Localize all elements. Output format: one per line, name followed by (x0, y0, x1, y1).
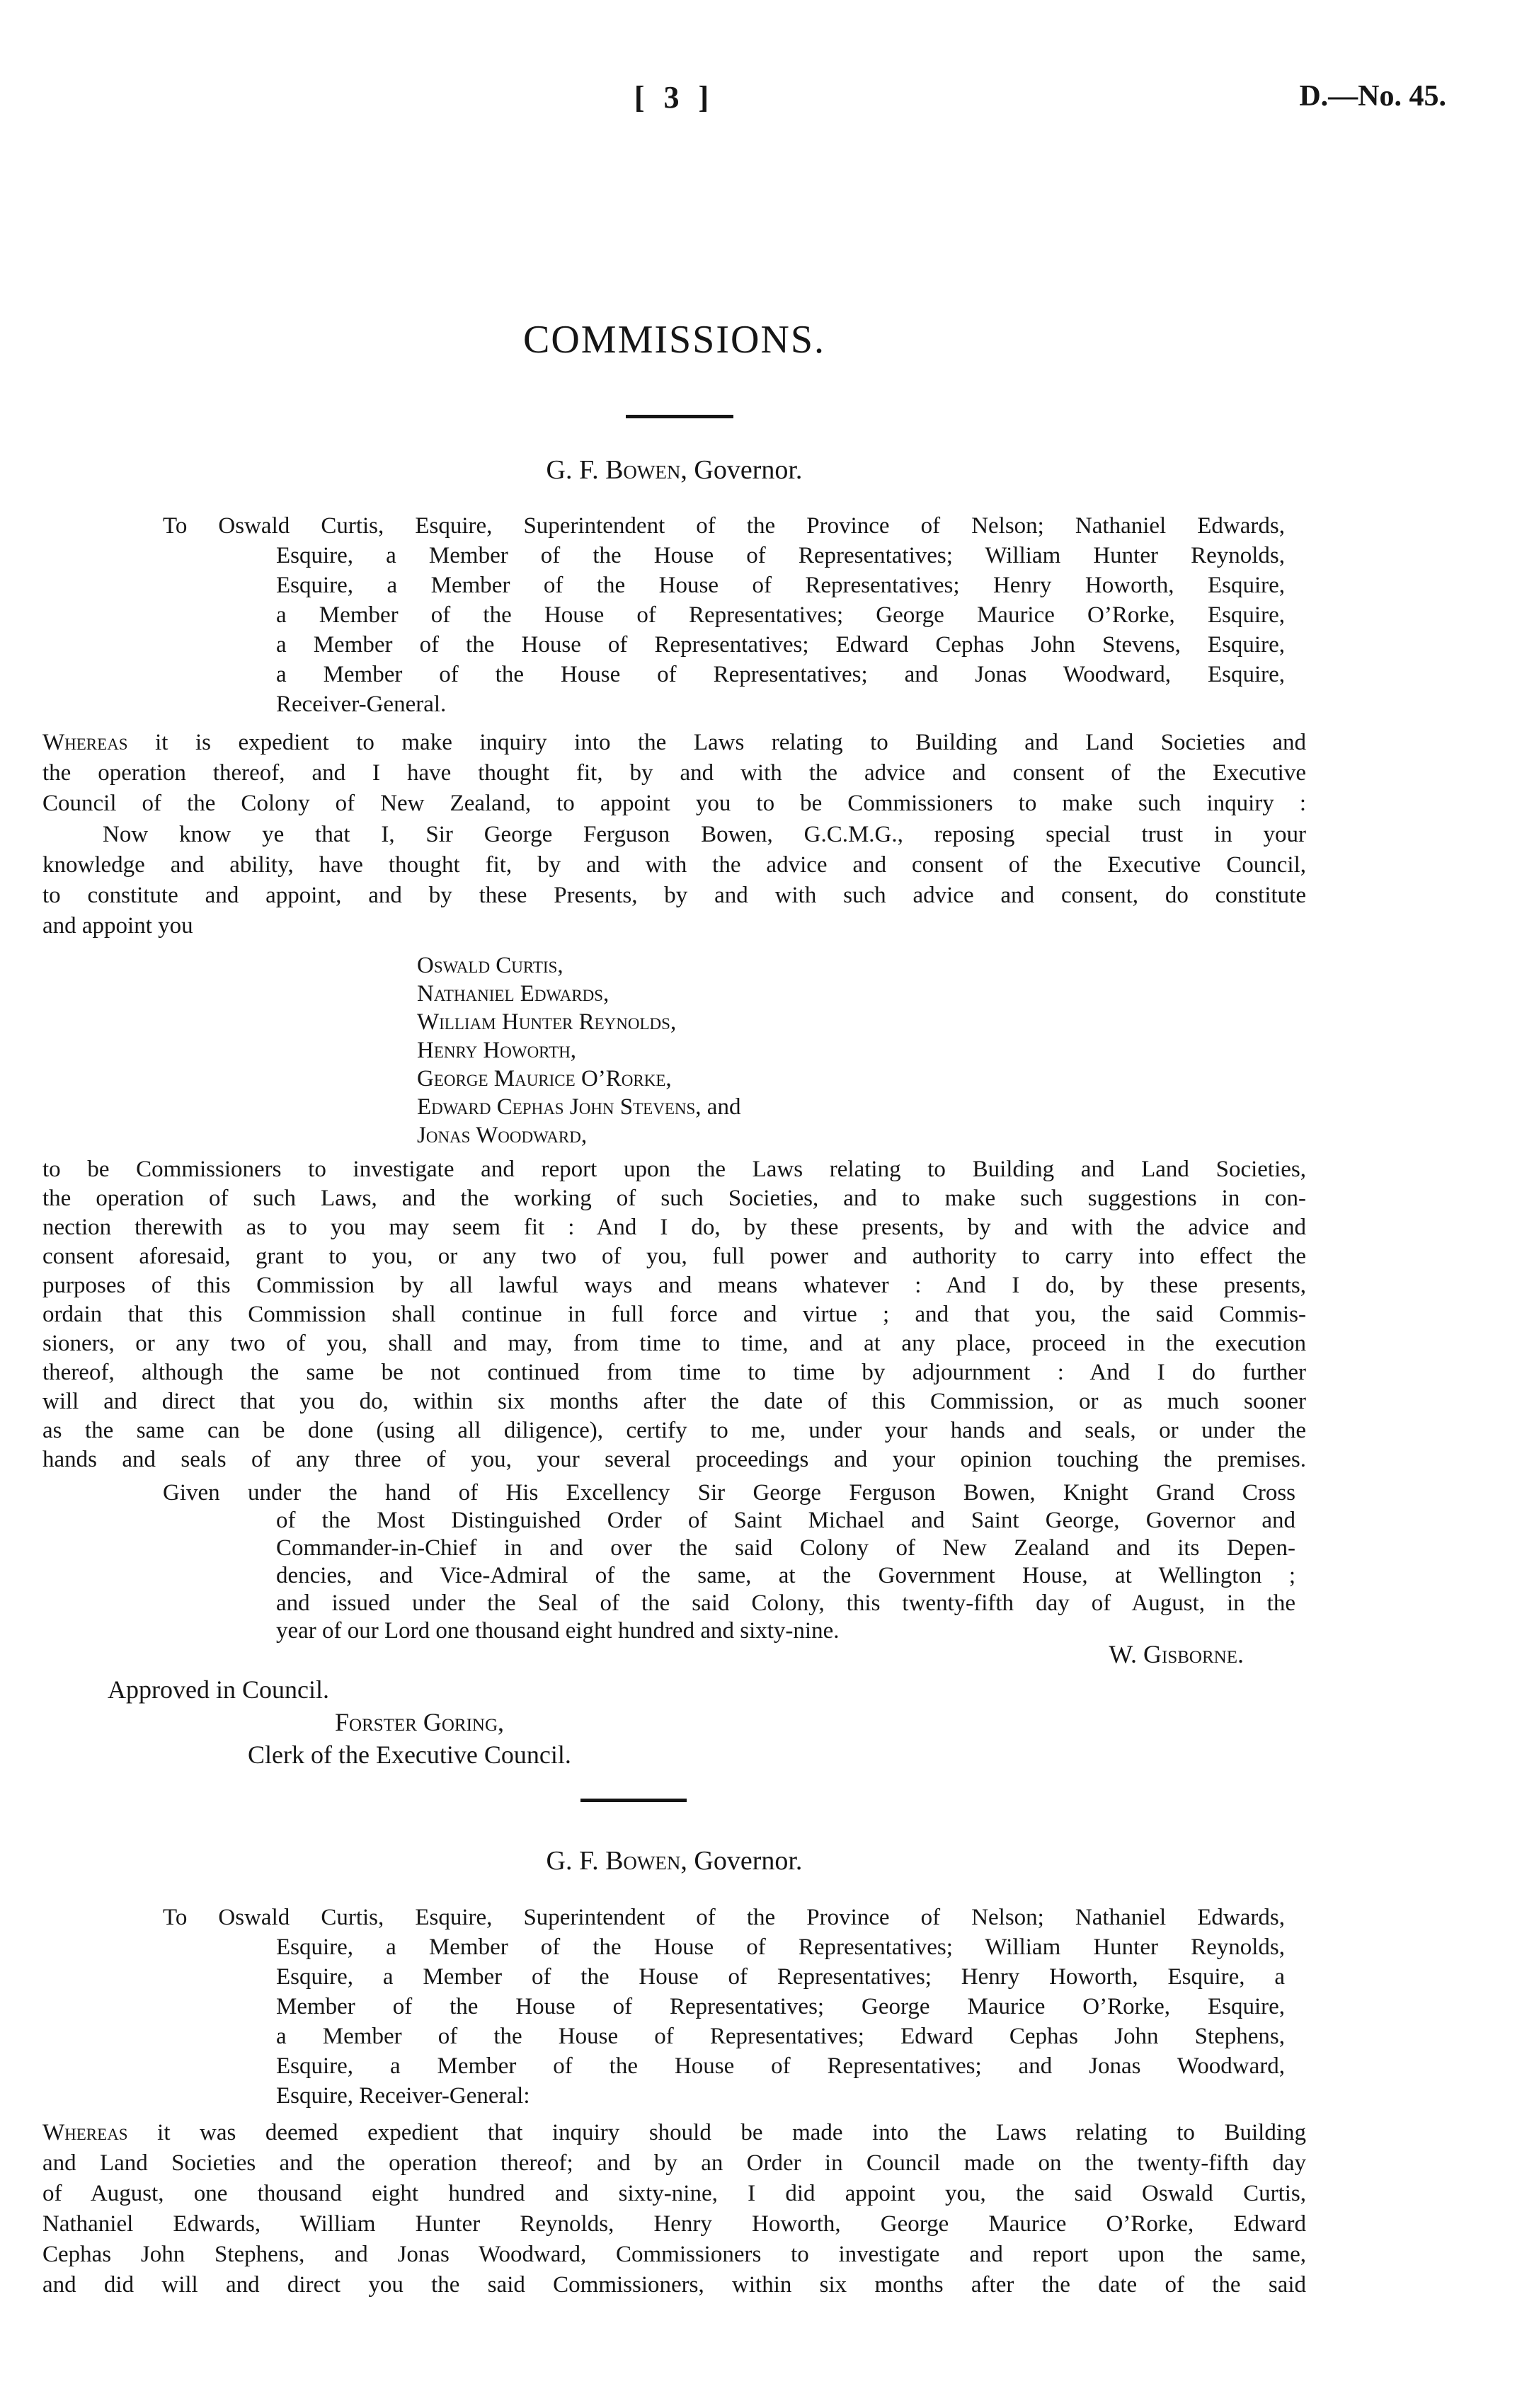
text-line: knowledge and ability, have thought fit, by and with the advice and consent of the Executive Council, (42, 852, 1306, 878)
text-line (42, 728, 1306, 758)
text-line: the operation thereof, and I have thought fit, by and with the advice and consent of the Executive (42, 760, 1306, 786)
text-line: Esquire, a Member of the House of Representatives; Henry Howorth, Esquire, a (276, 1964, 1285, 1990)
text-line: of the Most Distinguished Order of Saint Michael and Saint George, Governor and (276, 1508, 1295, 1533)
text-line: dencies, and Vice-Admiral of the same, at the Government House, at Wellington ; (276, 1563, 1295, 1588)
document-number: D.—No. 45. (1299, 80, 1446, 113)
governor-heading (42, 454, 1306, 486)
text-line: as the same can be done (using all diligence), certify to me, under your hands and seals, or under the (42, 1418, 1306, 1443)
lead-word: Whereas (42, 730, 128, 755)
address-paragraph (42, 1903, 1306, 2111)
text-line: Esquire, a Member of the House of Representatives; William Hunter Reynolds, (276, 1934, 1285, 1960)
section-divider-rule (626, 415, 733, 418)
text-line: a Member of the House of Representatives; Edward Cephas John Stephens, (276, 2024, 1285, 2049)
whereas-paragraph (42, 728, 1306, 819)
attestation-paragraph (42, 1479, 1306, 1645)
lead-word: Whereas (42, 2120, 128, 2145)
commissioner-name (417, 980, 740, 1008)
text-line: Esquire, Receiver-General: (276, 2083, 530, 2109)
powers-paragraph (42, 1155, 1306, 1474)
commissioner-name (417, 1121, 740, 1149)
text-line: Esquire, a Member of the House of Representatives; and Jonas Woodward, (276, 2053, 1285, 2079)
governor-title-suffix: , Governor. (680, 455, 803, 485)
text-line: will and direct that you do, within six months after the date of this Commission, or as much sooner (42, 1389, 1306, 1414)
text-span: it was deemed expedient that inquiry should be made into the Laws relating to Building (127, 2120, 1306, 2145)
appointment-paragraph (42, 820, 1306, 941)
text-line: Council of the Colony of New Zealand, to appoint you to be Commissioners to make such inquiry : (42, 791, 1306, 816)
commissioner-name (417, 1065, 740, 1093)
name-small-caps: Edward Cephas John Stevens, (417, 1094, 702, 1120)
signature-gisborne: W. Gisborne. (1109, 1640, 1244, 1668)
governor-title-suffix: , Governor. (680, 1846, 803, 1876)
text-line: sioners, or any two of you, shall and may, from time to time, and at any place, proceed in the execution (42, 1331, 1306, 1356)
section-divider-rule (580, 1799, 687, 1802)
clerk-name: Forster Goring, (335, 1708, 505, 1736)
text-line: thereof, although the same be not continued from time to time by adjournment : And I do further (42, 1360, 1306, 1385)
text-line: To Oswald Curtis, Esquire, Superintendent of the Province of Nelson; Nathaniel Edwards, (163, 1905, 1285, 1930)
text-line (42, 2118, 1306, 2148)
text-line: a Member of the House of Representatives; George Maurice O’Rorke, Esquire, (276, 602, 1285, 628)
name-small-caps: Henry Howorth, (417, 1038, 577, 1063)
text-line: Cephas John Stephens, and Jonas Woodward, Commissioners to investigate and report upon the same, (42, 2242, 1306, 2267)
text-line: and did will and direct you the said Commissioners, within six months after the date of the said (42, 2272, 1306, 2298)
clerk-title: Clerk of the Executive Council. (248, 1741, 571, 1769)
approved-in-council: Approved in Council. (108, 1675, 329, 1704)
commissioner-name (417, 1036, 740, 1065)
text-line: of August, one thousand eight hundred and sixty-nine, I did appoint you, the said Oswald Curtis, (42, 2181, 1306, 2206)
text-line: Commander-in-Chief in and over the said Colony of New Zealand and its Depen- (276, 1535, 1295, 1561)
text-line: to be Commissioners to investigate and report upon the Laws relating to Building and Land Societies, (42, 1157, 1306, 1182)
text-line: and Land Societies and the operation thereof; and by an Order in Council made on the twenty-fifth day (42, 2150, 1306, 2176)
signature-block (42, 1639, 1306, 1669)
text-line: To Oswald Curtis, Esquire, Superintendent of the Province of Nelson; Nathaniel Edwards, (163, 513, 1285, 539)
address-paragraph (42, 511, 1306, 719)
text-line: to constitute and appoint, and by these Presents, by and with such advice and consent, do constitute (42, 883, 1306, 908)
text-line: Nathaniel Edwards, William Hunter Reynolds, Henry Howorth, George Maurice O’Rorke, Edward (42, 2211, 1306, 2237)
document-title: COMMISSIONS. (523, 318, 825, 362)
text-line: hands and seals of any three of you, your several proceedings and your opinion touching the premises. (42, 1447, 1306, 1472)
whereas-paragraph (42, 2118, 1306, 2300)
text-span: it is expedient to make inquiry into the Laws relating to Building and Land Societies and (127, 730, 1306, 755)
text-line: Member of the House of Representatives; George Maurice O’Rorke, Esquire, (276, 1994, 1285, 2019)
text-line: ordain that this Commission shall continue in full force and virtue ; and that you, the said Commis- (42, 1302, 1306, 1327)
commissioner-name (417, 951, 740, 980)
text-line: Given under the hand of His Excellency Sir George Ferguson Bowen, Knight Grand Cross (163, 1480, 1295, 1506)
name-small-caps: George Maurice O’Rorke, (417, 1066, 672, 1091)
text-line: Receiver-General. (276, 692, 447, 717)
text-line: Esquire, a Member of the House of Representatives; William Hunter Reynolds, (276, 543, 1285, 568)
text-line: the operation of such Laws, and the working of such Societies, and to make such suggestions in con- (42, 1186, 1306, 1211)
text-line: consent aforesaid, grant to you, or any two of you, full power and authority to carry into effect the (42, 1244, 1306, 1269)
governor-name: G. F. Bowen (546, 1846, 681, 1876)
text-line: year of our Lord one thousand eight hundred and sixty-nine. (276, 1618, 840, 1644)
name-small-caps: William Hunter Reynolds, (417, 1009, 677, 1035)
text-line: and appoint you (42, 913, 193, 939)
text-line: purposes of this Commission by all lawful ways and means whatever : And I do, by these presents, (42, 1273, 1306, 1298)
name-small-caps: Oswald Curtis, (417, 953, 563, 978)
text-line: nection therewith as to you may seem fit : And I do, by these presents, by and with the advice and (42, 1215, 1306, 1240)
name-small-caps: Jonas Woodward, (417, 1123, 588, 1148)
text-line: a Member of the House of Representatives; and Jonas Woodward, Esquire, (276, 662, 1285, 687)
governor-name: G. F. Bowen (546, 455, 681, 485)
page-number: [ 3 ] (634, 80, 715, 115)
text-line: Now know ye that I, Sir George Ferguson Bowen, G.C.M.G., reposing special trust in your (103, 822, 1306, 847)
text-line: and issued under the Seal of the said Colony, this twenty-fifth day of August, in the (276, 1590, 1295, 1616)
commissioner-name (417, 1008, 740, 1036)
commissioners-list (417, 951, 740, 1149)
name-plain: and (701, 1094, 741, 1120)
text-line: Esquire, a Member of the House of Representatives; Henry Howorth, Esquire, (276, 573, 1285, 598)
text-line: a Member of the House of Representatives; Edward Cephas John Stevens, Esquire, (276, 632, 1285, 658)
name-small-caps: Nathaniel Edwards, (417, 981, 610, 1007)
governor-heading (42, 1845, 1306, 1876)
commissioner-name (417, 1093, 740, 1121)
